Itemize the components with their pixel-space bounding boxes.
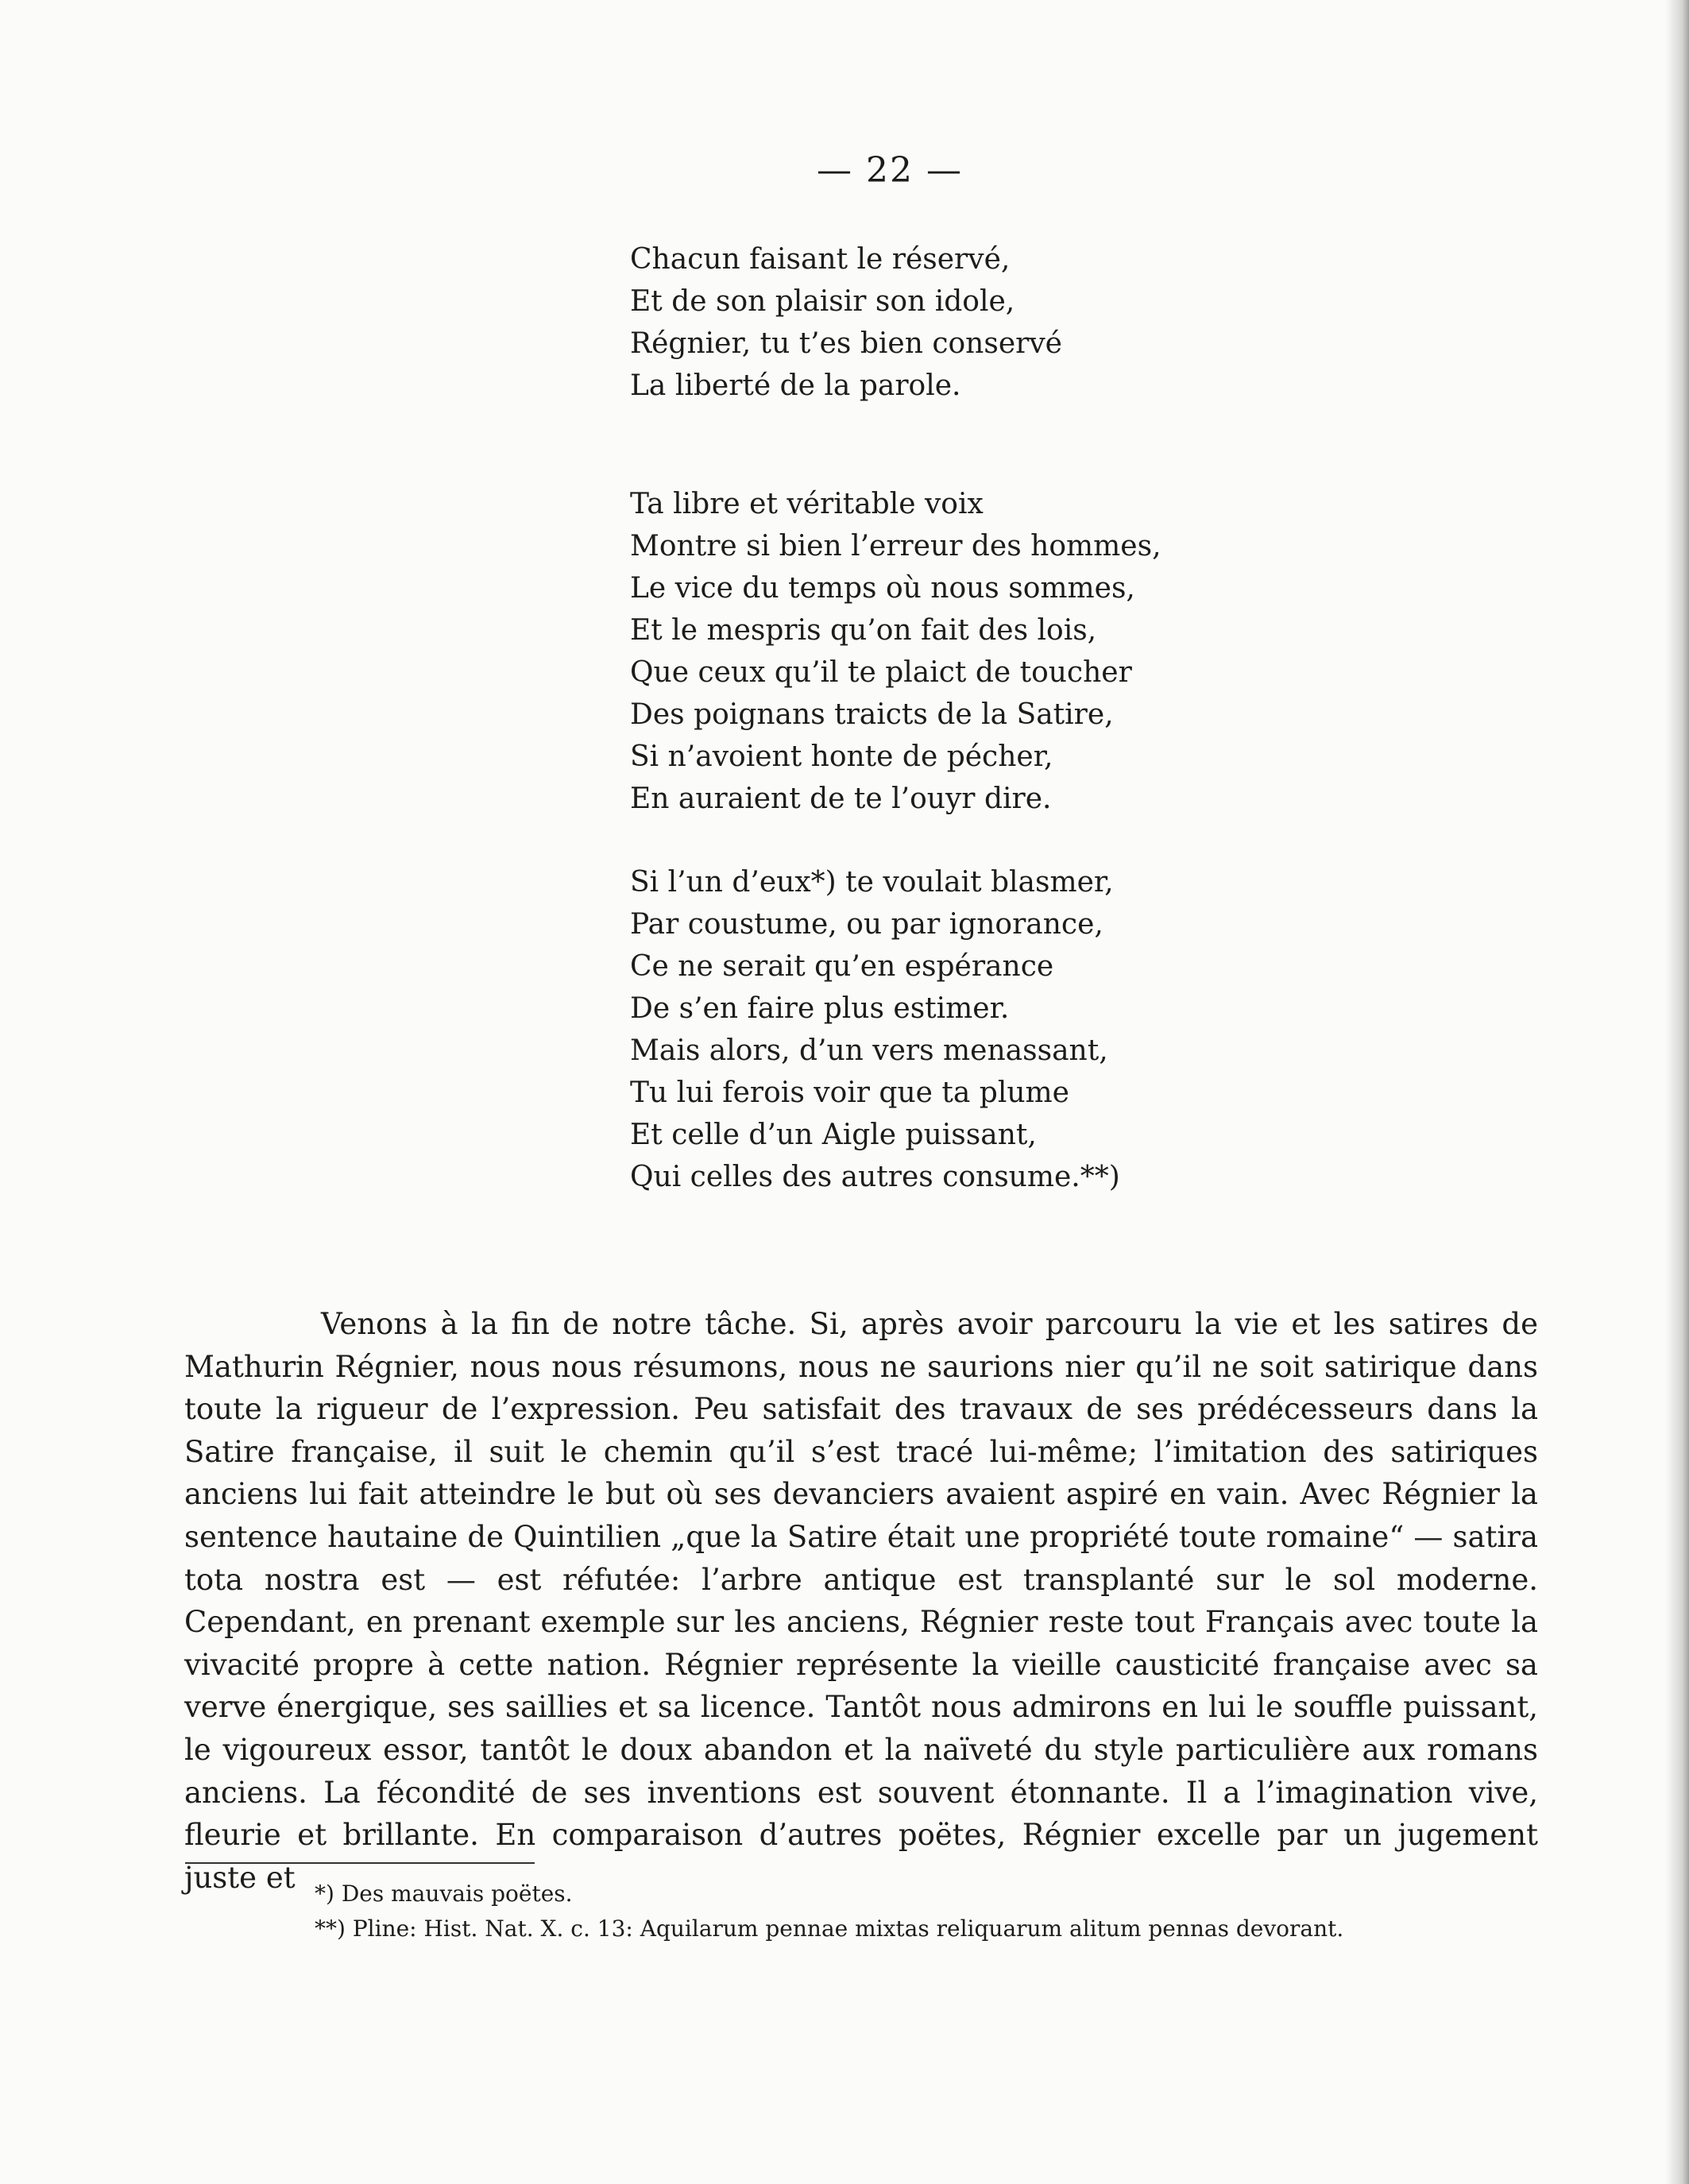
verse-line: Mais alors, d’un vers menassant, [630, 1034, 1108, 1067]
poem-stanza [630, 483, 1345, 820]
verse-line: De s’en faire plus estimer. [630, 992, 1010, 1025]
verse-line: Ta libre et véritable voix [630, 488, 984, 520]
footnote-divider [185, 1862, 535, 1864]
verse-line: Et le mespris qu’on fait des lois, [630, 614, 1097, 647]
poem [630, 238, 1345, 1198]
verse-line: Des poignans traicts de la Satire, [630, 698, 1114, 731]
verse-line: En auraient de te l’ouyr dire. [630, 783, 1052, 815]
verse-line: Chacun faisant le réservé, [630, 243, 1011, 276]
poem-stanza [630, 861, 1345, 1198]
poem-stanza [630, 238, 1345, 407]
verse-line: Que ceux qu’il te plaict de toucher [630, 656, 1132, 689]
verse-line: Et de son plaisir son idole, [630, 285, 1015, 318]
footnote: *) Des mauvais poëtes. [315, 1881, 573, 1907]
verse-line: Par coustume, ou par ignorance, [630, 908, 1103, 941]
verse-line: Le vice du temps où nous sommes, [630, 572, 1135, 605]
verse-line: Montre si bien l’erreur des hommes, [630, 530, 1161, 562]
verse-line: Et celle d’un Aigle puissant, [630, 1119, 1037, 1151]
page-edge-shadow [1665, 0, 1689, 2184]
verse-line: Si n’avoient honte de pécher, [630, 740, 1053, 773]
verse-line: Régnier, tu t’es bien conservé [630, 327, 1062, 360]
page-number: — 22 — [817, 150, 963, 191]
verse-line: Ce ne serait qu’en espérance [630, 950, 1054, 983]
verse-line: Qui celles des autres consume.**) [630, 1161, 1120, 1193]
verse-line: Si l’un d’eux*) te voulait blasmer, [630, 866, 1114, 899]
footnote: **) Pline: Hist. Nat. X. c. 13: Aquilarum pennae mixtas reliquarum alitum pennas devorant. [315, 1915, 1344, 1942]
verse-line: La liberté de la parole. [630, 369, 961, 402]
body-paragraph: Venons à la fin de notre tâche. Si, après avoir parcouru la vie et les satires de Mathurin Régnier, nous nous résumons, nous ne saurions nier qu’il ne soit satirique dans toute la rigueur de l’expression. Peu satisfait des travaux de ses prédécesseurs dans la Satire française, il suit le chemin qu’il s’est tracé lui-même; l’imitation des satiriques anciens lui fait atteindre le but où ses devanciers avaient aspiré en vain. Avec Régnier la sentence hautaine de Quintilien „que la Satire était une propriété toute romaine“ — satira tota nostra est — est réfutée: l’arbre antique est transplanté sur le sol moderne. Cependant, en prenant exemple sur les anciens, Régnier reste tout Français avec toute la vivacité propre à cette nation. Régnier représente la vieille causticité française avec sa verve énergique, ses saillies et sa licence. Tantôt nous admirons en lui le souffle puissant, le vigoureux essor, tantôt le doux abandon et la naïveté du style particulière aux romans anciens. La fécondité de ses inventions est souvent étonnante. Il a l’imagination vive, fleurie et brillante. En comparaison d’autres poëtes, Régnier excelle par un jugement juste et [184, 1307, 1538, 1895]
verse-line: Tu lui ferois voir que ta plume [630, 1077, 1069, 1109]
footnotes [315, 1877, 1506, 1946]
